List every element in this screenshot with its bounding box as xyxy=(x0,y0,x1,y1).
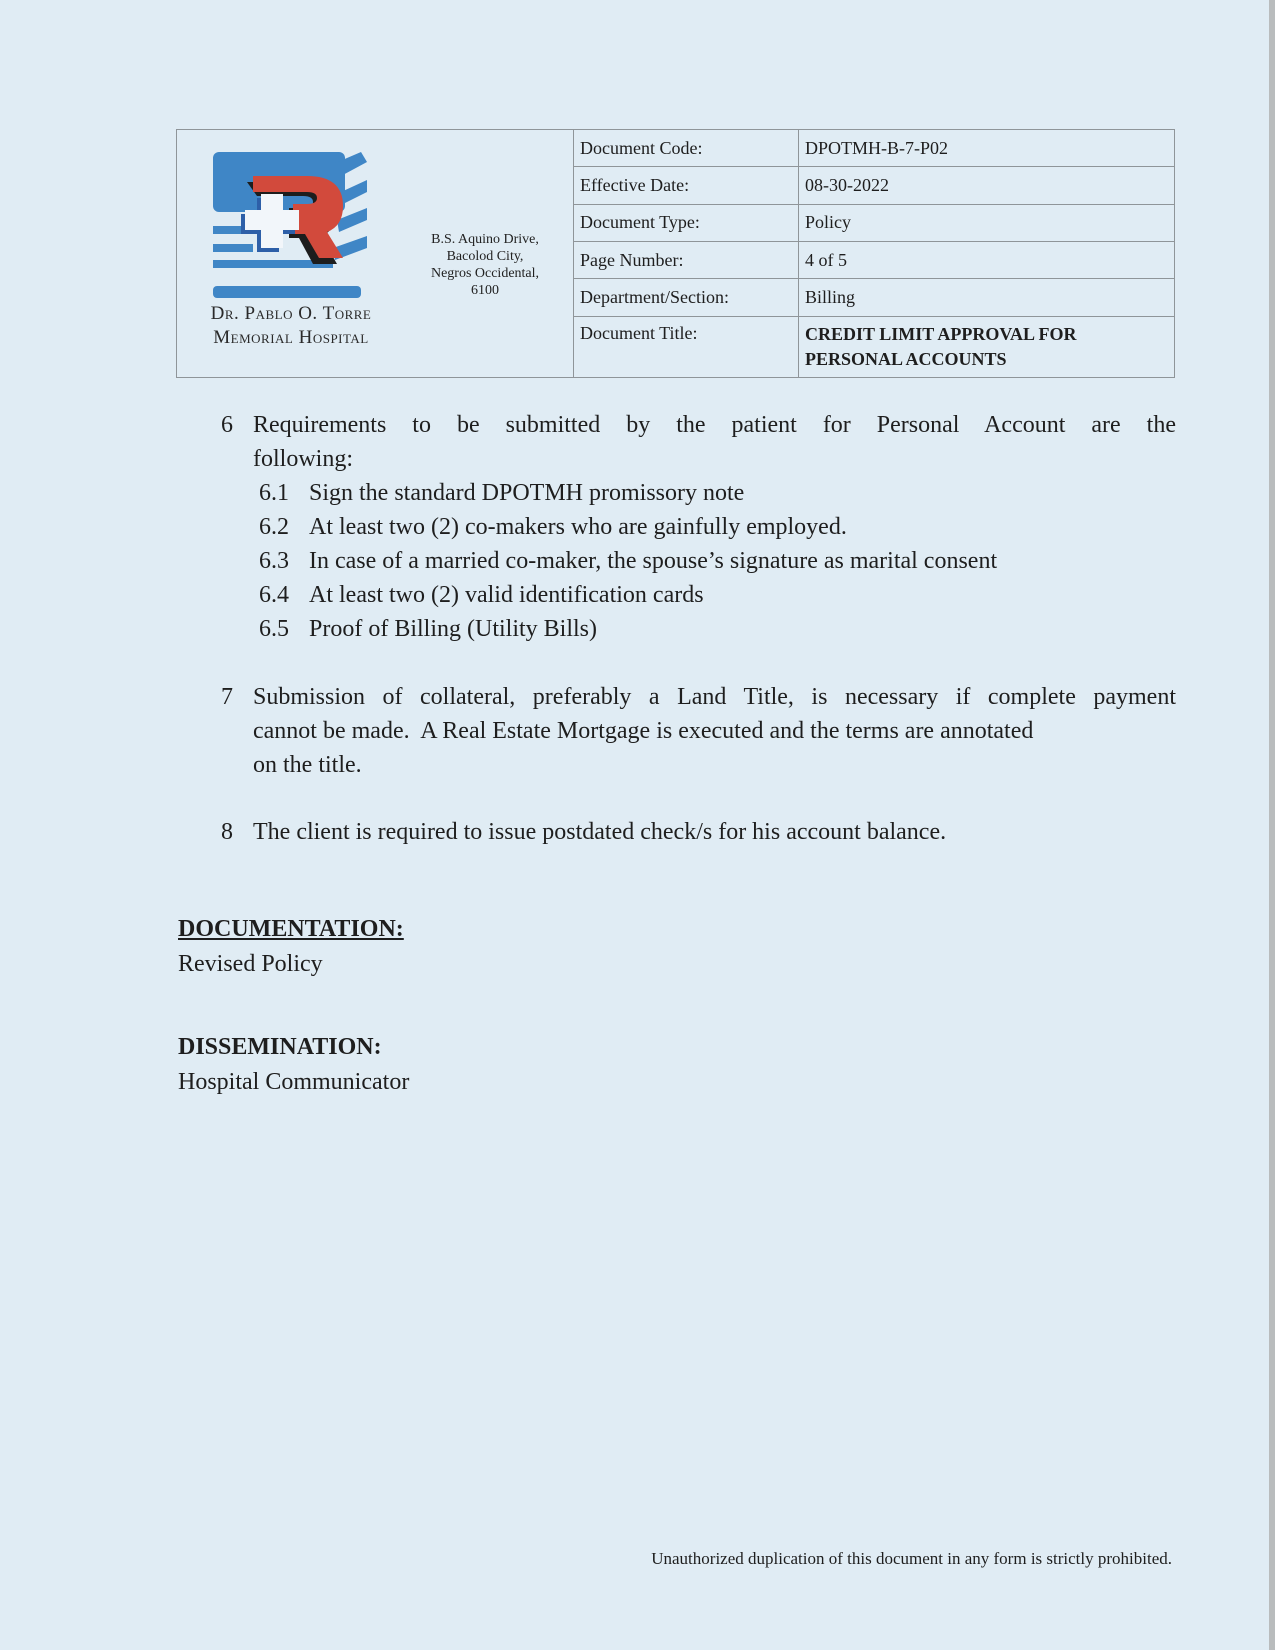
dissemination-value: Hospital Communicator xyxy=(178,1069,410,1095)
logo-cell xyxy=(177,130,574,378)
documentation-value: Revised Policy xyxy=(178,951,323,977)
item-text-line: The client is required to issue postdated check/s for his account balance. xyxy=(253,819,947,845)
sub-item-text: At least two (2) co-makers who are gainfully employed. xyxy=(309,514,847,540)
sub-item-number: 6.3 xyxy=(259,548,289,574)
item-text-line: following: xyxy=(253,446,353,472)
field-label-document-type: Document Type: xyxy=(574,204,799,241)
field-label-document-code: Document Code: xyxy=(574,130,799,167)
dissemination-heading: DISSEMINATION: xyxy=(178,1034,382,1060)
sub-item-number: 6.2 xyxy=(259,514,289,540)
hospital-name-line-2: Memorial Hospital xyxy=(213,327,369,348)
sub-item-text: In case of a married co-maker, the spouse’s signature as marital consent xyxy=(309,548,998,574)
item-text-line: Submission of collateral, preferably a Land Title, is necessary if complete payment xyxy=(253,684,1176,710)
hospital-name xyxy=(187,302,395,350)
address-line: B.S. Aquino Drive, xyxy=(431,232,539,247)
field-label-page-number: Page Number: xyxy=(574,242,799,279)
field-value-effective-date: 08-30-2022 xyxy=(799,167,1175,204)
sub-item-number: 6.4 xyxy=(259,582,289,608)
sub-item-text: Sign the standard DPOTMH promissory note xyxy=(309,480,745,506)
hospital-address xyxy=(405,231,565,299)
item-text-line: Requirements to be submitted by the patient for Personal Account are the xyxy=(253,412,1176,438)
address-line: Negros Occidental, xyxy=(430,266,540,281)
sub-item-number: 6.5 xyxy=(259,616,289,642)
document-title-line-2: PERSONAL ACCOUNTS xyxy=(805,348,1007,369)
field-value-document-title xyxy=(799,316,1175,377)
field-value-department: Billing xyxy=(799,279,1175,316)
item-number: 8 xyxy=(221,819,233,845)
field-value-document-type: Policy xyxy=(799,204,1175,241)
document-title-line-1: CREDIT LIMIT APPROVAL FOR xyxy=(805,323,1077,344)
field-label-document-title: Document Title: xyxy=(574,316,799,377)
hospital-logo-icon xyxy=(213,152,367,300)
sub-item-text: Proof of Billing (Utility Bills) xyxy=(309,616,598,642)
field-label-effective-date: Effective Date: xyxy=(574,167,799,204)
document-header-table xyxy=(176,129,1175,378)
footer-notice: Unauthorized duplication of this document in any form is strictly prohibited. xyxy=(651,1549,1172,1568)
sub-item-text: At least two (2) valid identification cards xyxy=(309,582,704,608)
scan-edge xyxy=(1269,0,1275,1650)
hospital-name-line-1: Dr. Pablo O. Torre xyxy=(210,303,372,324)
item-text-line: on the title. xyxy=(253,752,362,778)
field-label-department: Department/Section: xyxy=(574,279,799,316)
address-line: Bacolod City, xyxy=(446,249,524,264)
item-text-line: cannot be made. A Real Estate Mortgage is executed and the terms are annotated xyxy=(253,718,1034,744)
field-value-page-number: 4 of 5 xyxy=(799,242,1175,279)
item-number: 7 xyxy=(221,684,233,710)
address-line: 6100 xyxy=(471,283,499,298)
field-value-document-code: DPOTMH-B-7-P02 xyxy=(799,130,1175,167)
documentation-heading: DOCUMENTATION: xyxy=(178,916,404,942)
item-number: 6 xyxy=(221,412,233,438)
sub-item-number: 6.1 xyxy=(259,480,289,506)
